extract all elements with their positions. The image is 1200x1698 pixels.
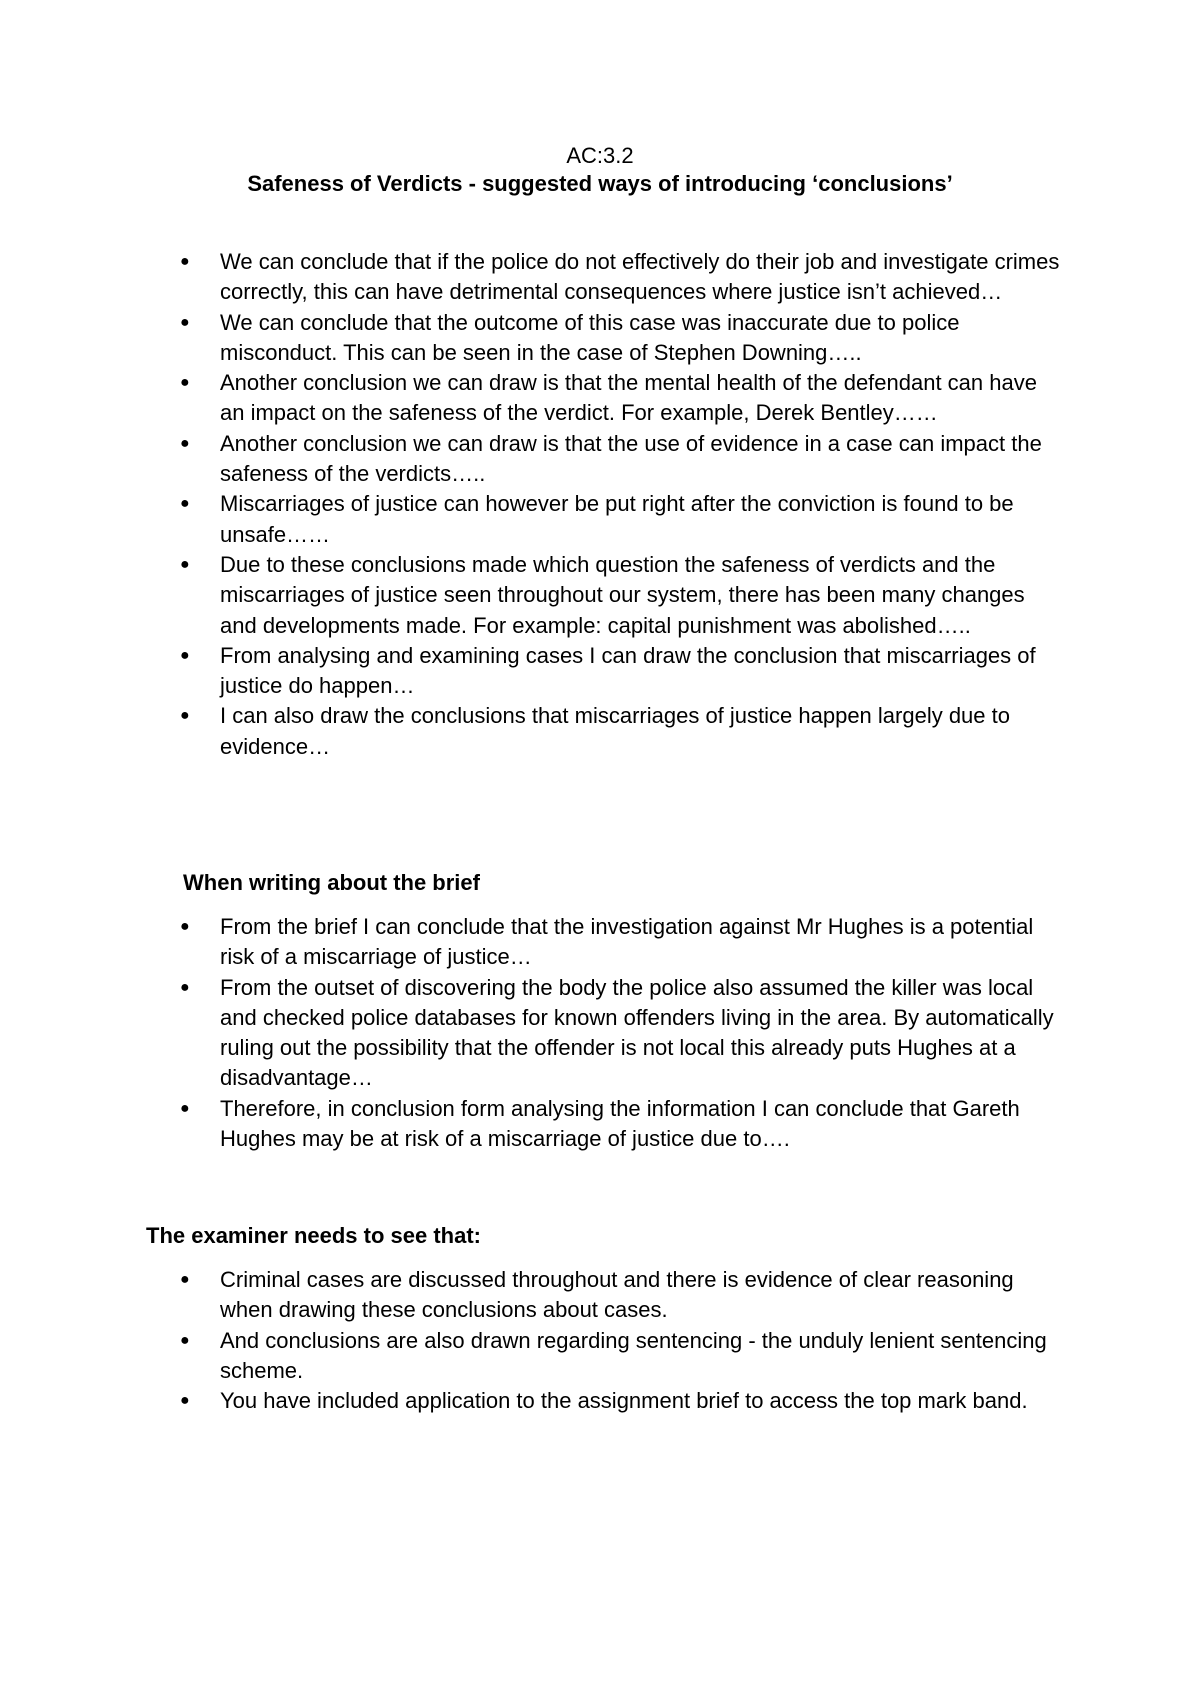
- list-item: [180, 308, 1060, 369]
- document-code: AC:3.2: [566, 143, 634, 168]
- list-item-text: I can also draw the conclusions that miscarriages of justice happen largely due to evidence…: [220, 703, 1010, 759]
- examiner-heading: The examiner needs to see that:: [146, 1223, 481, 1248]
- bullet-icon: ●: [180, 1331, 190, 1349]
- bullet-icon: ●: [180, 918, 190, 935]
- list-item: [180, 912, 1060, 973]
- bullet-icon: ●: [180, 555, 190, 573]
- list-item-text: Miscarriages of justice can however be put right after the conviction is found to be unsafe……: [220, 491, 1014, 547]
- bullet-icon: ●: [180, 1099, 190, 1117]
- list-item: [180, 429, 1060, 490]
- title-block: [0, 142, 1200, 198]
- bullet-icon: ●: [180, 495, 190, 513]
- list-item-text: Due to these conclusions made which question the safeness of verdicts and the miscarriages of justice seen throughout our system, there has been many changes and developments made. For example: capital punishment was abolished…..: [220, 551, 1025, 638]
- list-item-text: From the outset of discovering the body the police also assumed the killer was local and checked police databases for known offenders living in the area. By automatically ruling out the possibility that the offender is not local this already puts Hughes at a disadvantage…: [220, 974, 1054, 1091]
- bullet-icon: ●: [180, 1271, 190, 1288]
- list-item: [180, 641, 1060, 702]
- list-item: [180, 1386, 1060, 1416]
- list-item-text: From the brief I can conclude that the investigation against Mr Hughes is a potential risk of a miscarriage of justice…: [220, 914, 1034, 970]
- list-item: [180, 550, 1060, 641]
- list-item: [180, 489, 1060, 550]
- conclusions-list: [180, 247, 1060, 762]
- list-item-text: Another conclusion we can draw is that the use of evidence in a case can impact the safeness of the verdicts…..: [220, 430, 1042, 487]
- list-item: [180, 1094, 1060, 1155]
- bullet-icon: ●: [180, 707, 190, 725]
- document-title: Safeness of Verdicts - suggested ways of introducing ‘conclusions’: [247, 171, 953, 196]
- bullet-icon: ●: [180, 253, 190, 270]
- bullet-icon: ●: [180, 434, 190, 452]
- brief-list: [180, 912, 1060, 1154]
- list-item-text: Therefore, in conclusion form analysing the information I can conclude that Gareth Hughes may be at risk of a miscarriage of justice due to….: [220, 1095, 1020, 1152]
- bullet-icon: ●: [180, 978, 190, 996]
- list-item-text: We can conclude that the outcome of this case was inaccurate due to police misconduct. This can be seen in the case of Stephen Downing…..: [220, 309, 960, 365]
- list-item-text: You have included application to the assignment brief to access the top mark band.: [220, 1388, 1028, 1414]
- list-item-text: Criminal cases are discussed throughout and there is evidence of clear reasoning when drawing these conclusions about cases.: [220, 1267, 1014, 1323]
- list-item: [180, 1265, 1060, 1326]
- list-item-text: And conclusions are also drawn regarding sentencing - the unduly lenient sentencing scheme.: [220, 1327, 1047, 1383]
- bullet-icon: ●: [180, 646, 190, 664]
- bullet-icon: ●: [180, 313, 190, 331]
- list-item-text: We can conclude that if the police do not effectively do their job and investigate crimes correctly, this can have detrimental consequences where justice isn’t achieved…: [220, 249, 1060, 305]
- list-item-text: From analysing and examining cases I can draw the conclusion that miscarriages of justice do happen…: [220, 642, 1036, 699]
- brief-heading: When writing about the brief: [183, 870, 480, 895]
- bullet-icon: ●: [180, 1392, 190, 1410]
- list-item: [180, 701, 1060, 762]
- list-item: [180, 1326, 1060, 1387]
- examiner-list: [180, 1265, 1060, 1416]
- bullet-icon: ●: [180, 374, 190, 392]
- list-item-text: Another conclusion we can draw is that the mental health of the defendant can have an impact on the safeness of the verdict. For example, Derek Bentley……: [220, 370, 1037, 426]
- list-item: [180, 247, 1060, 308]
- list-item: [180, 973, 1060, 1094]
- list-item: [180, 368, 1060, 429]
